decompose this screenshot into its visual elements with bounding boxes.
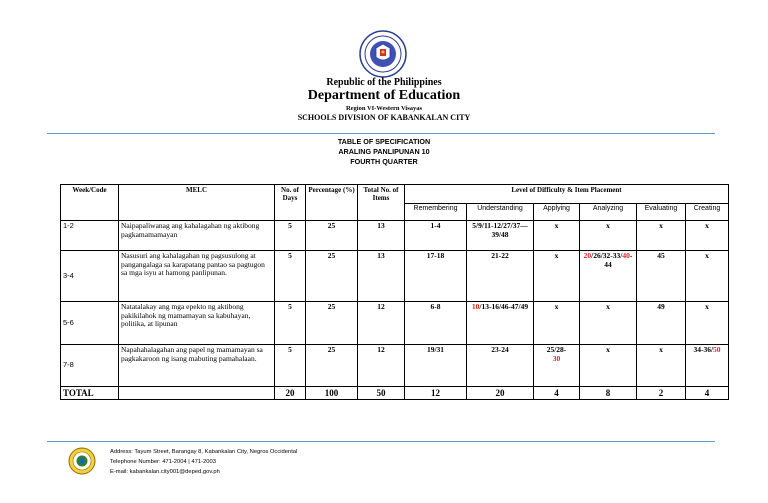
percentage-cell: 25 bbox=[306, 302, 358, 345]
header-understanding: Understanding bbox=[467, 204, 534, 221]
melc-cell: Napahahalagahan ang papel ng mamamayan sa pagkakaroon ng isang mabuting pamahalaan. bbox=[119, 345, 275, 387]
footer-telephone: Telephone Number: 471-2004 | 471-2003 bbox=[110, 459, 216, 465]
total-remembering: 12 bbox=[405, 387, 467, 400]
total-analyzing: 8 bbox=[580, 387, 637, 400]
applying-highlight: 30 bbox=[552, 353, 561, 363]
header-percentage: Percentage (%) bbox=[306, 185, 358, 221]
understanding-cell: 5/9/11-12/27/37—39/48 bbox=[467, 221, 534, 251]
total-understanding: 20 bbox=[467, 387, 534, 400]
days-cell: 5 bbox=[275, 345, 306, 387]
analyzing-part: -44 bbox=[604, 251, 633, 269]
understanding-cell: 23-24 bbox=[467, 345, 534, 387]
total-creating: 4 bbox=[686, 387, 729, 400]
melc-cell: Naipapaliwanag ang kahalagahan ng aktibong pagkamamamayan bbox=[119, 221, 275, 251]
week-cell: 5-6 bbox=[61, 302, 119, 345]
document-subject: ARALING PANLIPUNAN 10 bbox=[338, 147, 430, 156]
division-label: SCHOOLS DIVISION OF KABANKALAN CITY bbox=[297, 113, 471, 122]
footer-email[interactable]: E-mail: kabankalan.city001@deped.gov.ph bbox=[110, 469, 220, 475]
analyzing-highlight: 40 bbox=[622, 251, 630, 260]
understanding-cell: 21-22 bbox=[467, 251, 534, 302]
percentage-cell: 25 bbox=[306, 221, 358, 251]
applying-cell: x bbox=[534, 221, 580, 251]
applying-cell: x bbox=[534, 251, 580, 302]
remembering-cell: 1-4 bbox=[405, 221, 467, 251]
evaluating-cell: 49 bbox=[637, 302, 686, 345]
total-label: TOTAL bbox=[61, 387, 119, 400]
analyzing-part: /26/32-33/ bbox=[591, 251, 623, 260]
items-cell: 13 bbox=[358, 221, 405, 251]
creating-cell bbox=[686, 345, 729, 387]
analyzing-cell: x bbox=[580, 345, 637, 387]
header-divider bbox=[47, 133, 715, 134]
department-name: Department of Education bbox=[307, 88, 461, 103]
document-quarter: FOURTH QUARTER bbox=[350, 157, 418, 166]
total-melc-cell bbox=[119, 387, 275, 400]
percentage-cell: 25 bbox=[306, 251, 358, 302]
days-cell: 5 bbox=[275, 302, 306, 345]
total-applying: 4 bbox=[534, 387, 580, 400]
region-label: Region VI-Western Visayas bbox=[345, 105, 423, 112]
melc-cell: Natatalakay ang mga epekto ng aktibong pakikilahok ng mamamayan sa kabuhayan, politika, at lipunan bbox=[119, 302, 275, 345]
header-week: Week/Code bbox=[61, 185, 119, 221]
creating-part: 34-36/ bbox=[693, 345, 714, 354]
document-title: TABLE OF SPECIFICATION bbox=[337, 137, 431, 146]
table-row bbox=[61, 221, 729, 251]
header-items: Total No. of Items bbox=[358, 185, 405, 221]
creating-cell: x bbox=[686, 302, 729, 345]
applying-part: 25/28- bbox=[546, 345, 567, 354]
header-level: Level of Difficulty & Item Placement bbox=[405, 185, 729, 204]
remembering-cell: 17-18 bbox=[405, 251, 467, 302]
table-header-row bbox=[61, 185, 729, 204]
total-percentage: 100 bbox=[306, 387, 358, 400]
republic-label: Republic of the Philippines bbox=[326, 77, 442, 88]
remembering-cell: 19/31 bbox=[405, 345, 467, 387]
week-cell: 7-8 bbox=[61, 345, 119, 387]
creating-highlight: 50 bbox=[713, 345, 721, 354]
week-cell: 1-2 bbox=[61, 221, 119, 251]
applying-cell bbox=[534, 345, 580, 387]
total-evaluating: 2 bbox=[637, 387, 686, 400]
analyzing-cell: x bbox=[580, 221, 637, 251]
evaluating-cell: x bbox=[637, 345, 686, 387]
deped-seal-icon bbox=[359, 30, 407, 78]
table-row bbox=[61, 251, 729, 302]
division-logo-icon bbox=[68, 447, 96, 475]
analyzing-highlight: 20 bbox=[583, 251, 592, 260]
days-cell: 5 bbox=[275, 221, 306, 251]
header-applying: Applying bbox=[534, 204, 580, 221]
total-days: 20 bbox=[275, 387, 306, 400]
analyzing-cell: x bbox=[580, 302, 637, 345]
remembering-cell: 6-8 bbox=[405, 302, 467, 345]
evaluating-cell: x bbox=[637, 221, 686, 251]
footer-address: Address: Tayum Street, Barangay 8, Kabankalan City, Negros Occidental bbox=[110, 449, 298, 455]
footer-divider bbox=[47, 441, 715, 442]
header-melc: MELC bbox=[119, 185, 275, 221]
understanding-cell bbox=[467, 302, 534, 345]
week-cell: 3-4 bbox=[61, 251, 119, 302]
understanding-part: /13-16/46-47/49 bbox=[479, 302, 529, 311]
items-cell: 12 bbox=[358, 302, 405, 345]
creating-cell: x bbox=[686, 251, 729, 302]
total-items: 50 bbox=[358, 387, 405, 400]
header-creating: Creating bbox=[686, 204, 729, 221]
creating-cell: x bbox=[686, 221, 729, 251]
evaluating-cell: 45 bbox=[637, 251, 686, 302]
percentage-cell: 25 bbox=[306, 345, 358, 387]
header-evaluating: Evaluating bbox=[637, 204, 686, 221]
days-cell: 5 bbox=[275, 251, 306, 302]
total-row bbox=[61, 387, 729, 400]
header-analyzing: Analyzing bbox=[580, 204, 637, 221]
header-remembering: Remembering bbox=[405, 204, 467, 221]
items-cell: 12 bbox=[358, 345, 405, 387]
specification-table bbox=[60, 184, 729, 400]
table-row bbox=[61, 302, 729, 345]
header-days: No. of Days bbox=[275, 185, 306, 221]
table-row bbox=[61, 345, 729, 387]
understanding-highlight: 10 bbox=[471, 302, 480, 311]
applying-cell: x bbox=[534, 302, 580, 345]
melc-cell: Nasusuri ang kahalagahan ng pagsusulong at pangangalaga sa karapatang pantao sa pagtugon sa mga isyu at hamong panlipunan. bbox=[119, 251, 275, 302]
items-cell: 13 bbox=[358, 251, 405, 302]
analyzing-cell bbox=[580, 251, 637, 302]
